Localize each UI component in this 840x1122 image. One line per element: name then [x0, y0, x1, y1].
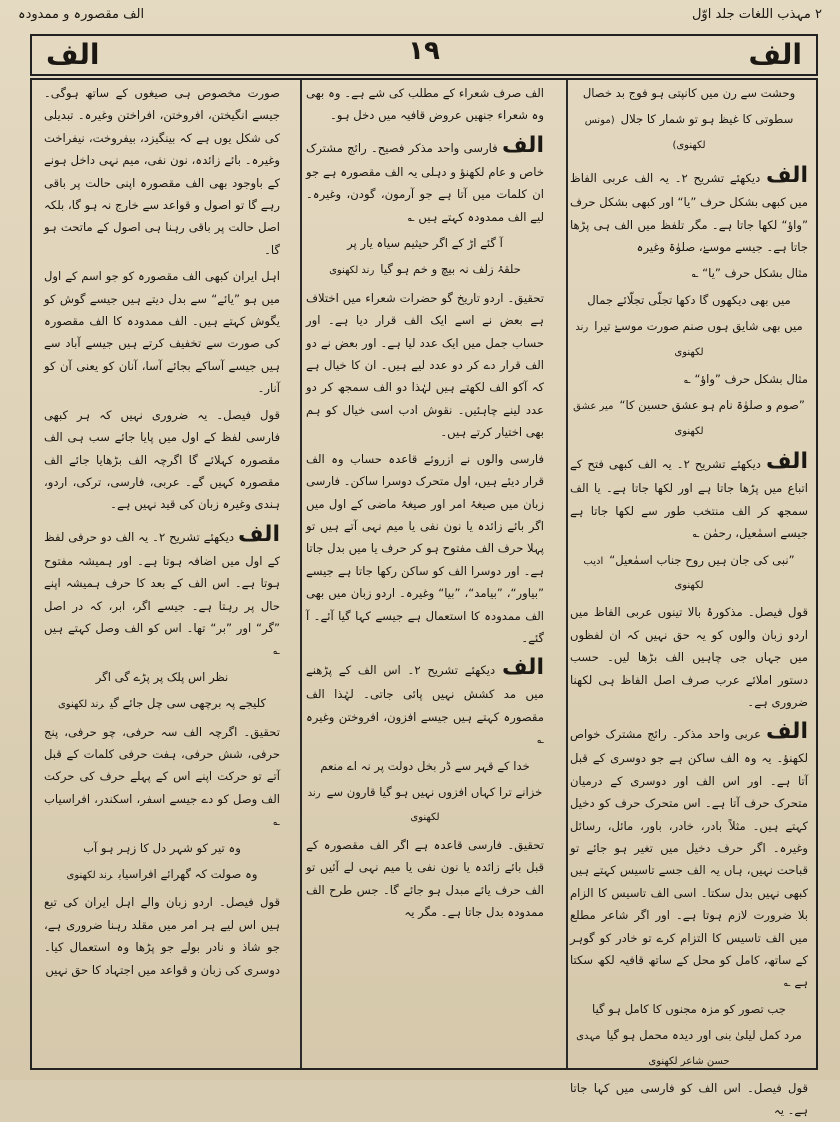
paragraph — [44, 82, 280, 261]
paragraph-text: تحقیق۔ اردو تاریخ گو حضرات شعراء میں اختلاف ہے بعض نے اسے ایک الف قرار دیا ہے۔ اور حساب جمل میں ایک عدد لیا ہے۔ اور بعض نے دو الف قرار دے کر دو عدد لیے ہیں۔ ان کا خیال ہے کہ آکو الف لکھتے ہیں لہٰذا دو الف سمجھ کر دو عدد لینے چاہئیں۔ نقوش ادب اسی خیال کو ہم بھی اختیار کرتے ہیں۔ — [306, 290, 544, 440]
entry-paragraph — [306, 131, 544, 228]
entry-headword: الف — [501, 132, 544, 158]
header-headword-left: الف — [46, 38, 100, 71]
paragraph-text: قول فیصل۔ یہ ضروری نہیں کہ ہر کبھی فارسی لفظ کے اول میں پایا جائے سب ہی الف مقصورہ کہلائے گا اگرچہ الف بڑھایا جائے الف مقصورہ کہیں گے۔ عربی، فارسی، ترکی، اردو، ہندی وغیرہ زبان کی قید نہیں ہے۔ — [44, 407, 280, 512]
verse-line — [570, 998, 808, 1020]
entry-headword: الف — [237, 521, 280, 547]
entry — [570, 161, 808, 258]
header-headword-right: الف — [748, 38, 802, 71]
verse-source: رند لکھنوی — [575, 322, 704, 358]
paragraph — [306, 834, 544, 924]
verse-line — [570, 549, 808, 598]
paragraph-text: قول فیصل۔ اس الف کو فارسی میں کہا جاتا ہے۔ یہ — [570, 1081, 808, 1118]
verse-line — [570, 394, 808, 443]
paragraph — [44, 891, 280, 981]
entry — [570, 447, 808, 544]
verse-source: (مونس لکھنوی) — [584, 115, 706, 151]
verse-text: کلیجے پہ برچھی سی چل جائے گی — [109, 696, 267, 711]
verse-text: آ گئے اڑ کے اگر حیثیم سیاہ یار پر — [347, 236, 503, 251]
running-head-book-title: ۲ مہذب اللغات جلد اوّل — [691, 6, 822, 22]
entry-headword: الف — [765, 719, 808, 745]
verse-line — [570, 1024, 808, 1073]
verse-line — [44, 837, 280, 859]
entry — [570, 717, 808, 993]
verse-source: رند لکھنوی — [329, 265, 375, 277]
entry — [44, 520, 280, 662]
page-header — [30, 34, 818, 76]
verse-text: حلقۂ زلف نہ بیچ و خم ہو گیا — [380, 262, 521, 277]
verse-line — [306, 781, 544, 830]
verse-source: رند لکھنوی — [307, 787, 440, 824]
verse-text: میں بھی دیکھوں گا دکھا تجلّی تجلّائے جمال — [587, 292, 791, 307]
verse-line — [570, 289, 808, 311]
verse-source: مہدی حسن شاعر لکھنوی — [576, 1031, 730, 1067]
verse-text: نظر اس پلک پر پڑے گی اگر — [95, 669, 229, 684]
paragraph-text: الف صرف شعراء کے مطلب کی شے ہے۔ وہ بھی وہ شعراء جنھیں عروض قافیہ میں دخل ہو۔ — [306, 86, 544, 123]
entry-definition: دیکھئے تشریح ۲۔ یہ الف عربی الفاظ میں کبھی بشکل حرف ”یا“ اور کبھی بشکل حرف ”واؤ“ لکھا جاتا ہے۔ مگر تلفظ میں الف ہی پڑھا جاتا ہے۔ جیسے موسےٰ، صلوٰۃ وغیرہ — [570, 171, 808, 255]
entry-definition: دیکھئے تشریح ۲۔ اس الف کے پڑھنے میں مد کشش نہیں پائی جاتی۔ لہٰذا الف مقصورہ کہتے ہیں جیسے افزون، افروختن وغیرہ ؎ — [306, 663, 544, 747]
paragraph-text: قول فیصل۔ مذکورۂ بالا تینوں عربی الفاظ میں اردو زبان والوں کو یہ حق نہیں کہ ان لفظوں میں جہاں جی چاہیں الف بڑھا لیں۔ حسب دستور املائے عرب صرف اصل الفاظ ہی لکھنا ضروری ہے۔ — [570, 605, 808, 709]
entry-headword: الف — [765, 449, 808, 475]
verse-text: جب تصور کو مزہ مجنوں کا کامل ہو گیا — [592, 1001, 786, 1016]
verse-line — [44, 863, 280, 887]
verse-text: خزانے ترا کہاں افزوں نہیں ہو گیا قارون سے — [326, 784, 543, 799]
entry-definition: دیکھئے تشریح ۲۔ یہ الف کبھی فتح کے اتباع میں پڑھا جاتا ہے اور لکھا جاتا ہے۔ یا الف سمجھ کر الف منتخب طور سے لکھا جاتا ہے جیسے اسمٰعیل، رحمٰن ؎ — [570, 457, 808, 541]
running-head — [18, 4, 822, 24]
entry-definition: دیکھئے تشریح ۲۔ یہ الف دو حرفی لفظ کے اول میں اضافہ ہوتا ہے۔ اور ہمیشہ مفتوح ہوتا ہے۔ اس الف کے بعد کا حرف ہمیشہ اپنے حال پر رہتا ہے۔ جیسے اگر، ابر، کہ در اصل ”گر“ اور ”بر“ تھا۔ اس کو الف وصل کہتے ہیں ؎ — [44, 529, 280, 658]
paragraph-text: صورت مخصوص ہی صیغوں کے ساتھ ہوگی۔ جیسے انگیختن، افروختن، افراختن وغیرہ۔ تبدیلی کی شکل یوں ہے کہ بینگیزد، بیفروخت، نیفراخت وغیرہ۔ بائے زائدہ، نون نفی، میم نہی داخل ہونے کے باوجود بھی الف مقصورہ اپنی حالت پر باقی رہے گا تو اصول و قواعد سے خارج نہ ہو گا، بلکہ اصل حالت پر باقی رہنا ہی اصول کے ماتحت ہو گا۔ — [44, 86, 280, 257]
column-middle — [298, 82, 552, 1066]
paragraph — [570, 368, 808, 390]
entry-definition: فارسی واحد مذکر فصیح۔ رائج مشترک خاص و عام لکھنؤ و دہلی یہ الف مقصورہ ہے جو ان کلمات میں آتا ہے جو آرمون، گودن، وغیرہ۔ لیے الف ممدودہ کہتے ہیں ؎ — [306, 140, 544, 224]
paragraph-text: تحقیق۔ فارسی قاعدہ ہے اگر الف مقصورہ کے قبل بائے زائدہ یا نون نفی یا میم نہی لے آئیں تو الف حرف یائے مبدل ہو جائے گا۔ جس طرح الف ممدودہ بدل جاتا ہے۔ مگر یہ — [306, 837, 544, 919]
paragraph — [306, 82, 544, 127]
entry-paragraph — [306, 653, 544, 750]
verse-text: خدا کے قہر سے ڈر بخل دولت پر نہ اے منعم — [320, 758, 530, 773]
entry-definition: عربی واحد مذکر۔ رائج مشترک خواص لکھنؤ۔ یہ وہ الف ساکن ہے جو دوسری کے قبل آتا ہے۔ اور اس الف اور دوسری کے درمیان متحرک حرف آتا ہے۔ اس متحرک حرف کو دخیل کہتے ہیں۔ مثلاً بادر، خادر، باور، مائل، رسائل وغیرہ۔ اگر حرف دخیل میں تغیر ہو جائے تو قباحت نہیں، ہاں یہ الف جسے تاسیس کہتے ہیں کبھی نہیں بدل سکتا۔ اسی الف تاسیس کا الزام بلا ضرورت لازم ہوتا ہے۔ اور اگر شاعر مطلع میں الف تاسیس کا التزام کرے تو خادر کو گوہر کے ساتھ، کامل کو محل کے ساتھ قافیہ لکھ سکتا ہے ؎ — [570, 727, 808, 990]
paragraph-text: قول فیصل۔ اردو زبان والے اہل ایران کی تبع ہیں اس لیے ہر امر میں مقلد رہنا ضروری ہے، جو شاذ و نادر بولے جو پڑھا وہ استعمال کیا۔ دوسری کی زبان و قواعد میں اجتہاد کا حق نہیں — [44, 895, 280, 977]
verse-source: رند لکھنوی — [66, 870, 113, 881]
verse-line — [570, 315, 808, 364]
paragraph-text: فارسی والوں نے ازروئے قاعدہ حساب وہ الف قرار دیئے ہیں، اول متحرک دوسرا ساکن۔ فارسی زبان میں صیغۂ امر اور صیغۂ ماضی کے اول میں اگر بائے زائدہ یا نون نفی یا میم نہی آتے ہیں تو پہلا حرف الف مفتوح ہو کر حرف یا میں بدل جاتا ہے۔ اور دوسرا الف کو ساکن رکھا جاتا ہے جیسے ”بیاور“، ”بیامد“، ”بیا“ وغیرہ۔ اردو زبان میں بھی الف ممدودہ کا استعمال ہے جیسے کہا گیا آئے۔ آ گئے۔ — [306, 451, 544, 645]
paragraph — [44, 265, 280, 399]
verse-line — [306, 755, 544, 777]
verse-line — [306, 232, 544, 254]
verse-line — [570, 108, 808, 157]
page-number: ۱۹ — [408, 36, 440, 66]
paragraph-text: مثال بشکل حرف ”واؤ“ ؎ — [684, 372, 808, 387]
column-left — [36, 82, 288, 1066]
running-head-section: الف مقصورہ و ممدودہ — [18, 6, 145, 22]
paragraph — [44, 404, 280, 516]
verse-text: مرد کمل لیلیٰ بنی اور دیدہ محمل ہو گیا — [606, 1028, 802, 1043]
paragraph — [306, 448, 544, 650]
entry — [306, 653, 544, 750]
verse-source: میر عشق لکھنوی — [573, 401, 704, 437]
paragraph — [570, 262, 808, 284]
verse-text: ”صوم و صلوٰۃ نام ہو عشق حسین کا“ — [619, 398, 805, 413]
entry-paragraph — [570, 717, 808, 993]
paragraph-text: مثال بشکل حرف ”یا“ ؎ — [691, 266, 808, 281]
entry-paragraph — [570, 447, 808, 544]
verse-text: سطوتی کا غیظ ہو تو شمار کا جلال — [620, 112, 794, 127]
verse-source: رند لکھنوی — [57, 699, 104, 711]
paragraph — [570, 1077, 808, 1122]
entry-headword: الف — [765, 163, 808, 189]
verse-text: ”نبی کی جان ہیں روح جناب اسمٰعیل“ — [609, 552, 795, 567]
verse-text: وہ صولت کہ گھرائے افراسیاب — [118, 867, 258, 881]
column-right — [562, 82, 816, 1118]
verse-line — [306, 258, 544, 282]
verse-text: میں بھی شایق ہوں صنم صورت موسےٰ تیرا — [594, 319, 803, 334]
verse-text: وہ تیر کو شہر دل کا زہر ہو آب — [83, 840, 241, 855]
verse-text: وحشت سے رن میں کانپتی ہو فوج بد خصال — [582, 86, 796, 100]
verse-line — [44, 692, 280, 716]
entry — [306, 131, 544, 228]
verse-line — [570, 82, 808, 104]
verse-line — [44, 666, 280, 688]
entry-paragraph — [44, 520, 280, 662]
paragraph-text: اہل ایران کبھی الف مقصورہ کو جو اسم کے اول میں ہو ”یائے“ سے بدل دیتے ہیں جیسے گوش کو یگوش کہتے ہیں۔ الف ممدودہ کا الف مقصورہ کی صورت سے تخفیف کرتے ہیں جیسے آباد سے ہیں جیسے آساکے بجائے آسا، آنان کو یعنی آن کو آنار۔ — [44, 269, 280, 396]
paragraph — [570, 601, 808, 713]
paragraph-text: تحقیق۔ اگرچہ الف سہ حرفی، چو حرفی، پنج حرفی، شش حرفی، ہفت حرفی کلمات کے قبل آتے تو حرکت اپنے اس کے پہلے حرف کی حرکت الف وصل کو دے جیسے اسفر، اسکندر، افراسیاب ؎ — [44, 724, 280, 829]
entry-headword: الف — [501, 655, 544, 681]
verse-source: ادیب لکھنوی — [583, 555, 704, 591]
paragraph — [44, 721, 280, 833]
paragraph — [306, 287, 544, 444]
entry-paragraph — [570, 161, 808, 258]
